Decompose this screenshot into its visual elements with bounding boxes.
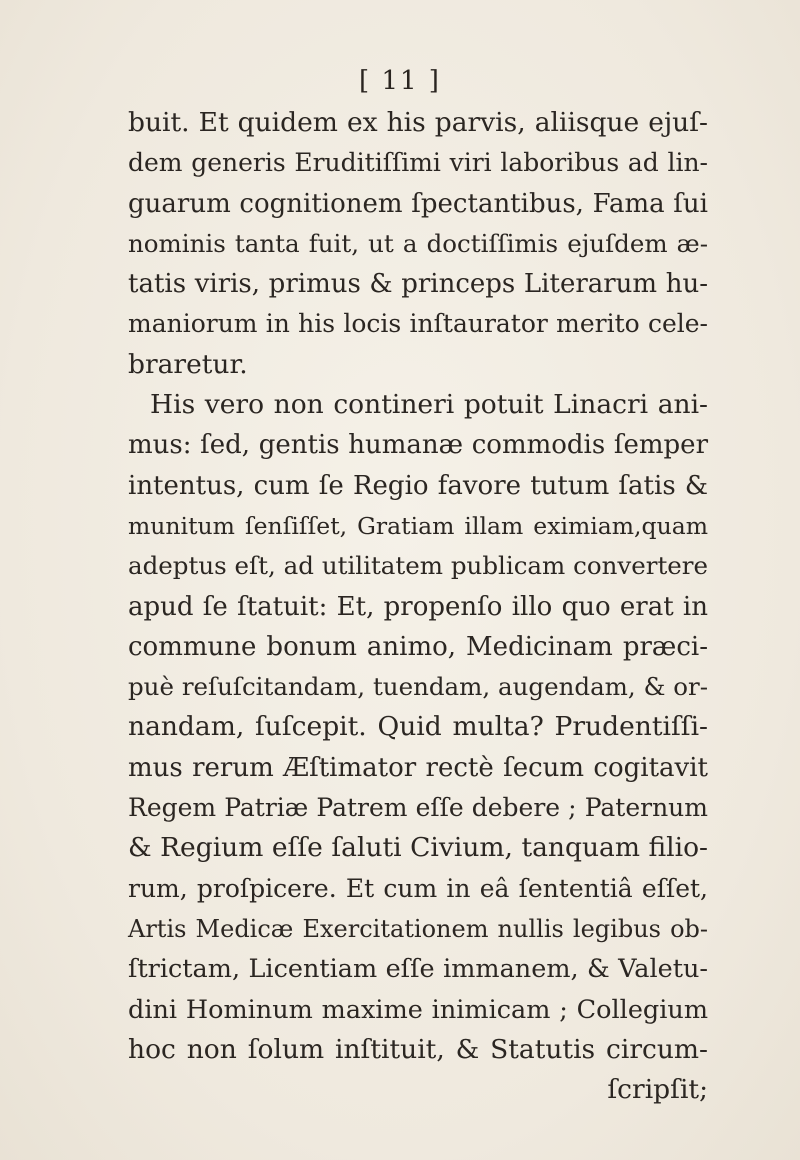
text-line: dini Hominum maxime inimicam ; Collegium (128, 994, 708, 1025)
catchword-line: ſcripſit; (607, 1074, 708, 1106)
text-line: ſtrictam, Licentiam eſſe immanem, & Valetu- (128, 954, 708, 985)
text-line: & Regium eſſe ſaluti Civium, tanquam filio- (128, 832, 708, 864)
text-line: rum, proſpicere. Et cum in eâ ſententiâ eſſet, (128, 873, 708, 903)
text-line: mus rerum Æſtimator rectè ſecum cogitavit (128, 752, 708, 783)
text-line: Artis Medicæ Exercitationem nullis legibus ob- (128, 914, 708, 943)
text-line: maniorum in his locis inſtaurator merito cele- (128, 309, 708, 339)
text-line: intentus, cum ſe Regio favore tutum ſatis & (128, 470, 708, 501)
text-line: nandam, ſuſcepit. Quid multa? Prudentiſſi- (128, 711, 708, 743)
text-line: tatis viris, primus & princeps Literarum hu- (128, 269, 708, 300)
text-line: puè reſuſcitandam, tuendam, augendam, & or- (128, 672, 708, 702)
text-line: munitum ſenſiſſet, Gratiam illam eximiam,quam (128, 511, 708, 540)
text-line: Regem Patriæ Patrem eſſe debere ; Paternum (128, 793, 708, 823)
text-line: apud ſe ſtatuit: Et, propenſo illo quo erat in (128, 591, 708, 622)
text-line: hoc non ſolum inſtituit, & Statutis circum- (128, 1033, 708, 1065)
text-line: dem generis Eruditiſſimi viri laboribus ad lin- (128, 148, 708, 178)
text-line: braretur. (128, 348, 248, 380)
text-line: adeptus eſt, ad utilitatem publicam convertere (128, 551, 708, 581)
text-line: His vero non contineri potuit Linacri ani- (150, 389, 708, 421)
text-line: commune bonum animo, Medicinam præci- (128, 631, 708, 662)
body-text (128, 103, 708, 1110)
text-line: mus: ſed, gentis humanæ commodis ſemper (128, 430, 708, 461)
page-number: [ 11 ] (359, 66, 441, 96)
text-line: nominis tanta fuit, ut a doctiſſimis ejuſdem æ- (128, 228, 708, 258)
text-line: guarum cognitionem ſpectantibus, Fama ſui (128, 188, 708, 219)
text-line: buit. Et quidem ex his parvis, aliisque ejuſ- (128, 107, 708, 138)
